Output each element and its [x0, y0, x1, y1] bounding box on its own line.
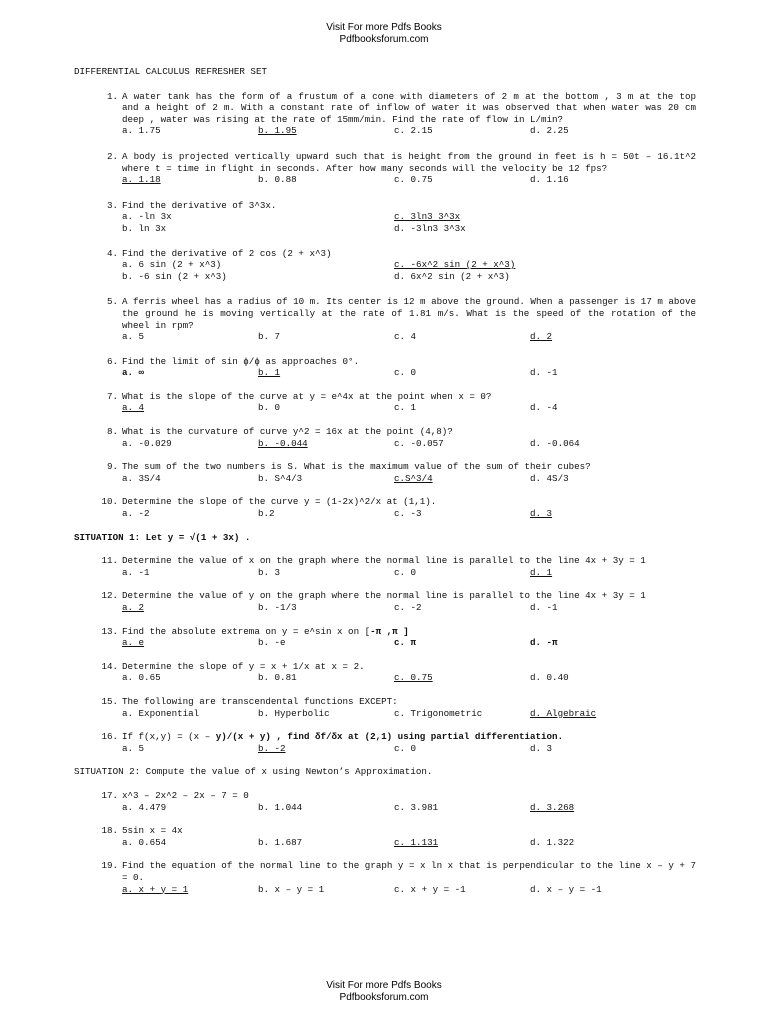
question: [74, 825, 696, 848]
document-title: DIFFERENTIAL CALCULUS REFRESHER SET: [74, 66, 267, 77]
question-number: 12.: [101, 590, 118, 602]
question-stem-text: Find the absolute extrema on y = e^sin x on [: [122, 625, 371, 637]
question-number: 7.: [106, 390, 118, 402]
option-c: c. 0: [394, 566, 417, 578]
option-c: c. 0: [394, 367, 417, 379]
question-number: 6.: [106, 355, 118, 367]
option-a: a. -2: [122, 508, 150, 520]
situation-1-text: : Let y = √(1 + 3x) .: [134, 531, 251, 543]
option-c: c. 0: [394, 742, 417, 754]
question-stem: What is the curvature of curve y^2 = 16x at the point (4,8)?: [122, 426, 453, 438]
question-stem: What is the slope of the curve at y = e^4x at the point when x = 0?: [122, 390, 492, 402]
option-d-answer: d. 3.268: [530, 801, 575, 813]
option-b: b. 7: [258, 331, 281, 343]
option-b: b. 1.044: [258, 801, 303, 813]
option-d: d. 1.322: [530, 836, 575, 848]
option-c: c. π: [394, 637, 417, 649]
option-c: c. 4: [394, 331, 417, 343]
option-d: d. -π: [530, 637, 558, 649]
option-a: a. 5: [122, 742, 145, 754]
option-b: b. Hyperbolic: [258, 707, 330, 719]
option-d: d. x – y = -1: [530, 883, 602, 895]
question-number: 19.: [101, 860, 118, 872]
option-a-answer: a. 4: [122, 402, 145, 414]
option-d-answer: d. 3: [530, 508, 553, 520]
question-stem: A water tank has the form of a frustum of a cone with diameters of 2 m at the bottom , 3 m at the top and a height of 2 m. With a constant rate of inflow of water it was observed that when water was 20 cm deep , water was rising at the rate of 15mm/min. Find the rate of flow in L/min?: [122, 90, 696, 125]
question-stem: Determine the value of y on the graph where the normal line is parallel to the line 4x + 3y = 1: [122, 590, 646, 602]
question: [74, 200, 696, 235]
question-number: 3.: [106, 199, 118, 211]
option-b: b. 0: [258, 402, 281, 414]
option-c: c. -0.057: [394, 437, 444, 449]
question: [74, 151, 696, 186]
situation-2-heading: SITUATION 2: Compute the value of x using Newton’s Approximation.: [74, 766, 433, 778]
question: [74, 391, 696, 414]
situation-1-heading: [74, 532, 696, 544]
question-stem: Determine the value of x on the graph where the normal line is parallel to the line 4x + 3y = 1: [122, 555, 646, 567]
option-c: c. 0.75: [394, 174, 433, 186]
option-b: b. ln 3x: [122, 222, 167, 234]
question: [74, 461, 696, 484]
option-a: a. -ln 3x: [122, 211, 172, 223]
option-a: a. -1: [122, 566, 150, 578]
option-b: b. 0.88: [258, 174, 297, 186]
question-number: 11.: [101, 555, 118, 567]
option-b: b. -e: [258, 637, 286, 649]
option-b-answer: b. -0.044: [258, 437, 308, 449]
question-number: 9.: [106, 461, 118, 473]
question-stem: The sum of the two numbers is S. What is the maximum value of the sum of their cubes?: [122, 461, 591, 473]
option-d: d. -3ln3 3^3x: [394, 222, 466, 234]
question-stem: Find the limit of sin ϕ/ϕ as approaches 0°.: [122, 355, 360, 367]
question-number: 4.: [106, 247, 118, 259]
option-b: b. 3: [258, 566, 281, 578]
question: [74, 555, 696, 578]
option-a-answer: a. 2: [122, 602, 145, 613]
option-a: a. 3S/4: [122, 472, 161, 484]
option-b: b.2: [258, 508, 275, 520]
question-stem: 5sin x = 4x: [122, 825, 183, 837]
question-stem: The following are transcendental functions EXCEPT:: [122, 695, 398, 707]
option-d: d. 0.40: [530, 672, 569, 684]
header-line-2: Pdfbooksforum.com: [339, 34, 429, 45]
option-d: d. -0.064: [530, 437, 580, 449]
situation-1-label: SITUATION 1: [74, 531, 135, 543]
option-b-answer: b. -2: [258, 742, 286, 754]
question: [74, 696, 696, 719]
question-number: 17.: [101, 789, 118, 801]
question-number: 5.: [106, 296, 118, 308]
option-a: a. Exponential: [122, 707, 200, 719]
option-a-answer: a. e: [122, 637, 145, 649]
page-footer: [0, 980, 768, 1004]
question-number: 1.: [106, 90, 118, 102]
option-d-answer: d. Algebraic: [530, 707, 597, 719]
option-a: a. 4.479: [122, 801, 167, 813]
question-stem-interval: -π ,π ]: [370, 625, 409, 637]
question: [74, 626, 696, 649]
question-stem-text: If f(x,y) = (x –: [122, 731, 216, 743]
question-number: 13.: [101, 625, 118, 637]
header-line-1: Visit For more Pdfs Books: [326, 22, 442, 33]
question: [74, 731, 696, 754]
option-a: a. 5: [122, 331, 145, 343]
option-c-answer: c. 1.131: [394, 836, 439, 848]
option-a: a. ∞: [122, 367, 145, 379]
option-c: c. -2: [394, 602, 422, 613]
question-number: 16.: [101, 731, 118, 743]
question-stem: Determine the slope of y = x + 1/x at x = 2.: [122, 660, 365, 672]
option-a: a. 0.654: [122, 836, 167, 848]
option-b: b. 0.81: [258, 672, 297, 684]
option-b: b. -1/3: [258, 602, 297, 613]
question-stem-bold: y)/(x + y) , find δf/δx at (2,1) using partial differentiation.: [215, 731, 564, 743]
option-b-answer: b. 1.95: [258, 125, 297, 137]
option-d: d. -4: [530, 402, 558, 414]
question: [74, 496, 696, 519]
option-b-answer: b. 1: [258, 367, 281, 379]
option-a: a. -0.029: [122, 437, 172, 449]
question-stem: [122, 731, 696, 743]
option-a-answer: a. x + y = 1: [122, 883, 189, 895]
option-d: d. -1: [530, 602, 558, 613]
option-c: c. 3.981: [394, 801, 439, 813]
question: [74, 91, 696, 137]
question: [74, 356, 696, 379]
option-a: a. 1.75: [122, 125, 161, 137]
option-a-answer: a. 1.18: [122, 174, 161, 186]
footer-line-2: Pdfbooksforum.com: [339, 992, 429, 1003]
option-c: c. -3: [394, 508, 422, 520]
question-number: 2.: [106, 150, 118, 162]
question: [74, 860, 696, 895]
question: [74, 661, 696, 684]
question: [74, 248, 696, 283]
option-d: d. 4S/3: [530, 472, 569, 484]
option-b: b. S^4/3: [258, 472, 303, 484]
question: [74, 590, 696, 613]
question-number: 10.: [101, 496, 118, 508]
option-d: d. 1.16: [530, 174, 569, 186]
question-stem: Find the derivative of 2 cos (2 + x^3): [122, 247, 332, 259]
question-stem: [122, 626, 696, 638]
question: [74, 426, 696, 449]
question-stem: x^3 – 2x^2 – 2x – 7 = 0: [122, 789, 249, 801]
question: [74, 296, 696, 342]
footer-line-1: Visit For more Pdfs Books: [326, 980, 442, 991]
question-stem: Find the equation of the normal line to the graph y = x ln x that is perpendicular to the line x – y + 7 = 0.: [122, 860, 696, 883]
question-number: 15.: [101, 695, 118, 707]
option-d-answer: d. 2: [530, 331, 553, 343]
option-c: c. 1: [394, 402, 417, 414]
option-c-answer: c. 0.75: [394, 672, 433, 684]
option-d: d. 6x^2 sin (2 + x^3): [394, 270, 510, 282]
question-stem: A body is projected vertically upward such that is height from the ground in feet is h = 50t – 16.1t^2 where t = time in flight in seconds. After how many seconds will the velocity be 12 fps?: [122, 150, 696, 174]
option-d: d. -1: [530, 367, 558, 379]
question-number: 8.: [106, 426, 118, 438]
document-body: [74, 66, 696, 895]
question: [74, 790, 696, 813]
option-b: b. -6 sin (2 + x^3): [122, 270, 227, 282]
question-stem: Find the derivative of 3^3x.: [122, 199, 277, 211]
option-b: b. x – y = 1: [258, 883, 325, 895]
question-stem: Determine the slope of the curve y = (1-2x)^2/x at (1,1).: [122, 496, 437, 508]
option-c-answer: c. 3ln3 3^3x: [394, 211, 461, 223]
option-c: c. Trigonometric: [394, 707, 483, 719]
option-a: a. 0.65: [122, 672, 161, 684]
option-c-answer: c. -6x^2 sin (2 + x^3): [394, 259, 516, 271]
option-d-answer: d. 1: [530, 566, 553, 578]
option-c-answer: c.S^3/4: [394, 472, 433, 484]
question-stem: A ferris wheel has a radius of 10 m. Its center is 12 m above the ground. When a passenger is 17 m above the ground he is moving vertically at the rate of 1.81 m/s. What is the speed of the rotation of the wheel in rpm?: [122, 296, 696, 331]
question-number: 18.: [101, 825, 118, 837]
option-a: a. 6 sin (2 + x^3): [122, 259, 222, 271]
page-header: [0, 22, 768, 46]
question-number: 14.: [101, 660, 118, 672]
option-d: d. 2.25: [530, 125, 569, 137]
option-c: c. 2.15: [394, 125, 433, 137]
option-b: b. 1.687: [258, 836, 303, 848]
option-c: c. x + y = -1: [394, 883, 466, 895]
option-d: d. 3: [530, 742, 553, 754]
